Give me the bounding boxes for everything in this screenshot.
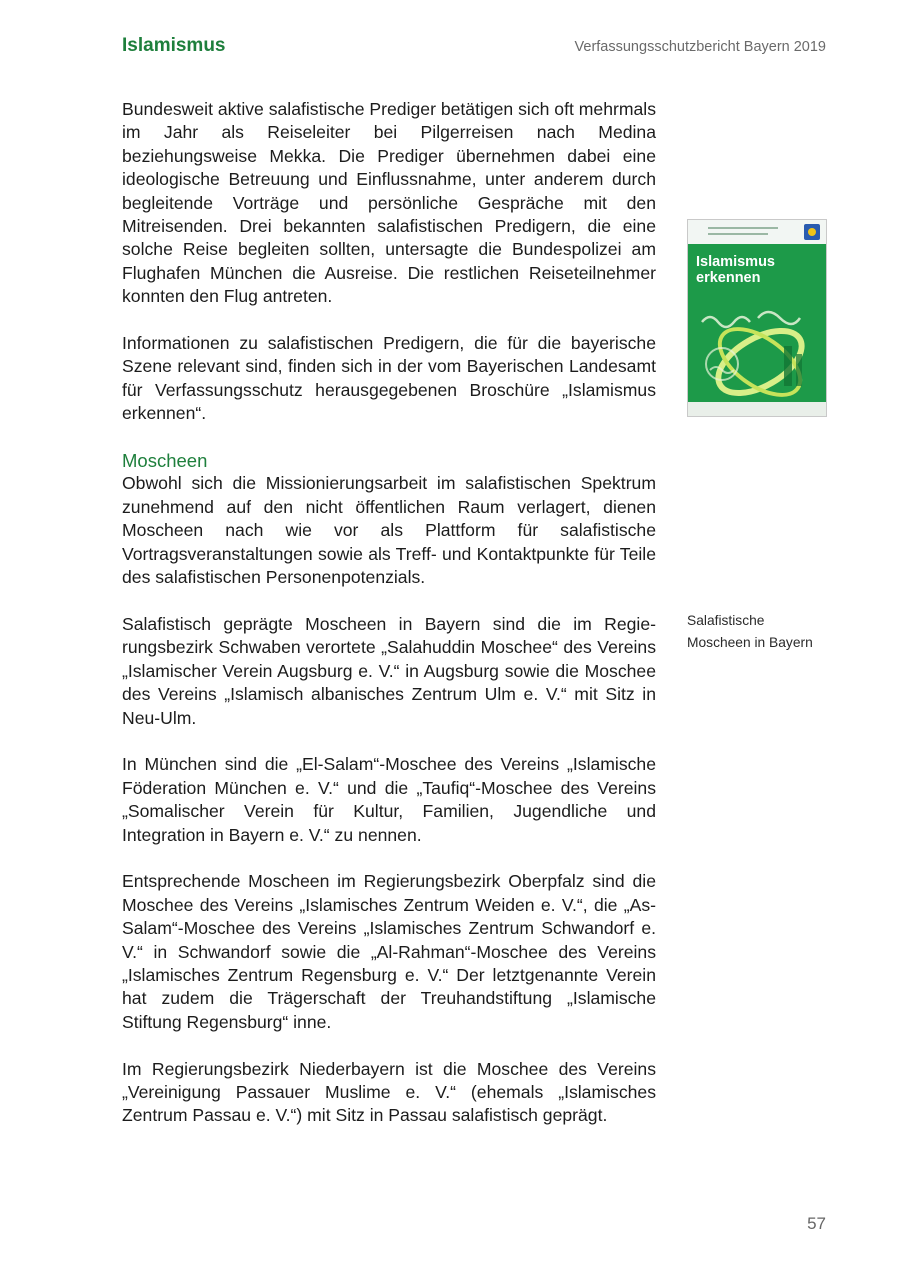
main-text-column <box>122 98 656 1151</box>
brochure-title-line: Islamismus <box>696 254 775 270</box>
margin-note <box>687 610 847 654</box>
heading-moscheen: Moscheen <box>122 450 208 472</box>
paragraph-muenchen: In München sind die „El-Salam“-Moschee des Vereins „Islamische Föderation München e. V.“ und die „Taufiq“-Moschee des Vereins „Somalischer Verein für Kultur, Familien, Jugendliche und Integration in Bayern e. V.“ zu nennen. <box>122 754 656 845</box>
brochure-title-line: erkennen <box>696 270 761 286</box>
brochure-header-strip <box>688 220 826 244</box>
paragraph-mosques-platform: Obwohl sich die Missionierungsarbeit im salafistischen Spektrum zunehmend auf den nicht öffentlichen Raum verlagert, dienen Moscheen nach wie vor als Plattform für salafistische Vortragsveranstaltungen sowie als Treff- und Kontaktpunkte für Teile des salafistischen Personenpotenzials. <box>122 473 656 588</box>
section-title: Islamismus <box>122 35 226 56</box>
margin-note-line: Moscheen in Bayern <box>687 635 813 650</box>
brochure-title <box>696 254 775 286</box>
brochure-illustration <box>688 292 827 402</box>
bavaria-crest-icon <box>804 224 820 240</box>
paragraph-niederbayern: Im Regierungsbezirk Niederbayern ist die Moschee des Vereins „Vereinigung Passauer Muslime e. V.“ (ehemals „Islamisches Zentrum Passau e. V.“) mit Sitz in Passau salafistisch geprägt. <box>122 1058 656 1126</box>
report-title: Verfassungsschutzbericht Bayern 2019 <box>574 39 826 55</box>
paragraph-pilgrimage: Bundesweit aktive salafistische Prediger betätigen sich oft mehrmals im Jahr als Reiseleiter bei Pilgerreisen nach Medina beziehungsweise Mekka. Die Prediger übernehmen dabei eine ideologische Betreuung und Einflussnahme, unter anderem durch begleitende Vorträge und persönliche Gespräche mit den Mitreisenden. Drei bekannten salafistischen Predigern, die eine solche Reise begleiten sollten, untersagte die Bundespolizei am Flughafen München die Ausreise. Die restlichen Reiseteilnehmer konnten den Flug antreten. <box>122 99 656 307</box>
brochure-header-line <box>708 233 768 235</box>
page-number: 57 <box>807 1214 826 1233</box>
paragraph-oberpfalz: Entsprechende Moscheen im Regierungsbezirk Oberpfalz sind die Moschee des Vereins „Islamisches Zentrum Weiden e. V.“, die „As-Salam“-Moschee des Vereins „Islamisches Zentrum Schwandorf e. V.“ in Schwandorf sowie die „Al-Rahman“-Moschee des Vereins „Islamisches Zentrum Regensburg e. V.“ Der letztgenannte Verein hat zudem die Trägerschaft der Treuhandstiftung „Islamische Stiftung Regensburg“ inne. <box>122 871 656 1032</box>
paragraph-schwaben: Salafistisch geprägte Moscheen in Bayern sind die im Regierungsbezirk Schwaben verortete „Salahuddin Moschee“ des Vereins „Islamischer Verein Augsburg e. V.“ in Augsburg sowie die Moschee des Vereins „Islamisch albanisches Zentrum Ulm e. V.“ mit Sitz in Neu-Ulm. <box>122 613 656 728</box>
brochure-footer-strip <box>688 402 826 416</box>
brochure-cover-image <box>687 219 827 417</box>
paragraph-brochure-reference: Informationen zu salafistischen Predigern, die für die bayerische Szene relevant sind, finden sich in der vom Bayerischen Landesamt für Verfassungsschutz herausgegebenen Broschüre „Islamismus erkennen“. <box>122 333 656 424</box>
margin-note-line: Salafistische <box>687 613 765 628</box>
brochure-header-line <box>708 227 778 229</box>
